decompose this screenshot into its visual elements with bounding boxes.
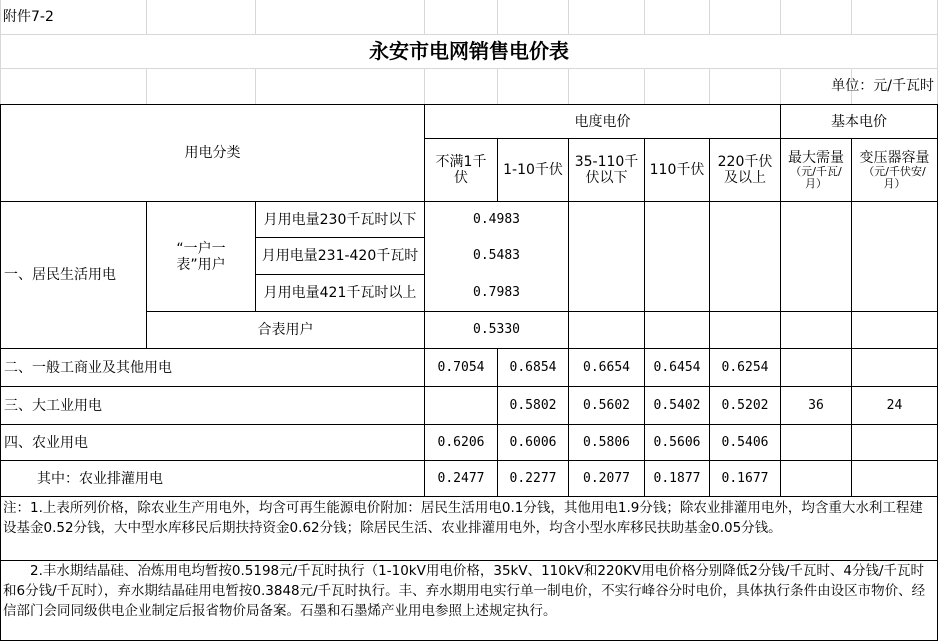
transformer-label: 变压器容量 [859, 150, 930, 166]
header-basic-price: 基本电价 [831, 113, 887, 130]
tier-price-3: 0.7983 [473, 285, 520, 300]
grid-line [146, 68, 147, 104]
grid-line [709, 0, 710, 34]
tier-label-3: 月用电量421千瓦时以上 [263, 285, 417, 301]
shared-meter-price: 0.5330 [473, 322, 520, 337]
grid-line [780, 0, 781, 34]
price-cell: 0.5406 [721, 434, 769, 450]
price-cell: 0.2277 [509, 470, 557, 486]
tier-price-1: 0.4983 [473, 211, 520, 227]
header-transformer [852, 139, 937, 201]
transformer-cell: 24 [886, 397, 903, 413]
grid-line [568, 68, 569, 104]
header-voltage-4: 110千伏 [649, 162, 705, 178]
transformer-unit: （元/千伏安/月） [863, 165, 926, 190]
price-cell: 0.6854 [509, 359, 557, 375]
grid-line [255, 68, 256, 104]
price-cell: 0.1677 [721, 470, 769, 486]
header-voltage-5: 220千伏及以上 [717, 154, 773, 186]
price-cell: 0.1877 [653, 470, 701, 486]
price-cell: 0.5202 [721, 397, 769, 413]
attachment-label: 附件7-2 [3, 9, 54, 25]
note-1: 注：1.上表所列价格，除农业生产用电外，均含可再生能源电价附加：居民生活用电0.1分钱，其他用电1.9分钱；除农业排灌用电外，均含重大水利工程建设基金0.52分钱，大中型水库移民后期扶持资金0.62分钱；除居民生活、农业排灌用电外，均含小型水库移民扶助基金0.05分钱。 [3, 500, 923, 536]
note-2: 2.丰水期结晶硅、冶炼用电均暂按0.5198元/千瓦时执行（1-10kV用电价格，35kV、110kV和220KV用电价格分别降低2分钱/千瓦时、4分钱/千瓦时和6分钱/千瓦时），弃水期结晶硅用电暂按0.3848元/千瓦时执行。丰、弃水期用电实行单一制电价，不实行峰谷分时电价，具体执行条件由设区市物价、经信部门会同同级供电企业制定后报省物价局备案。石墨和石墨烯产业用电参照上述规定执行。 [3, 563, 926, 619]
grid-line [851, 0, 852, 34]
price-cell: 0.6654 [583, 359, 630, 375]
household-label: “一户一表”用户 [176, 240, 226, 273]
grid-line [424, 68, 425, 104]
unit-label: 单位：元/千瓦时 [831, 78, 934, 94]
grid-line [497, 0, 498, 34]
grid-line [255, 0, 256, 34]
price-cell: 0.2477 [437, 470, 485, 486]
price-cell: 0.5402 [653, 397, 701, 413]
price-cell: 0.6454 [653, 359, 701, 375]
max-demand-cell: 36 [808, 397, 824, 413]
grid-line [146, 0, 147, 34]
price-cell [425, 387, 497, 424]
residential-label: 一、居民生活用电 [4, 267, 116, 283]
max-demand-unit: （元/千瓦/月） [790, 165, 842, 190]
tier-price-2: 0.5483 [473, 248, 520, 263]
price-cell: 0.5806 [583, 434, 630, 450]
row-label: 其中：农业排灌用电 [37, 470, 163, 487]
header-energy-price: 电度电价 [574, 113, 631, 130]
grid-line [644, 68, 645, 104]
price-cell: 0.6206 [437, 434, 485, 450]
header-voltage-1: 不满1千伏 [435, 154, 487, 186]
header-max-demand [781, 139, 851, 201]
row-label: 二、一般工商业及其他用电 [4, 359, 172, 376]
price-cell: 0.6006 [509, 434, 557, 450]
price-cell: 0.5606 [653, 434, 701, 450]
shared-meter-label: 合表用户 [257, 322, 314, 338]
page-title: 永安市电网销售电价表 [369, 39, 569, 63]
price-cell: 0.5602 [583, 397, 630, 413]
grid-line [568, 0, 569, 34]
price-cell: 0.7054 [437, 359, 485, 375]
price-cell: 0.5802 [509, 397, 557, 413]
grid-line [709, 68, 710, 104]
price-cell: 0.6254 [721, 359, 769, 375]
max-demand-label: 最大需量 [788, 150, 844, 166]
grid-line [644, 0, 645, 34]
tier-label-1: 月用电量230千瓦时以下 [263, 211, 417, 228]
header-voltage-2: 1-10千伏 [503, 162, 563, 178]
header-category: 用电分类 [184, 145, 241, 161]
price-cell: 0.2077 [583, 470, 630, 486]
row-label: 四、农业用电 [4, 434, 88, 451]
grid-line [424, 0, 425, 34]
row-label: 三、大工业用电 [4, 397, 102, 414]
header-voltage-3: 35-110千伏以下 [574, 154, 639, 186]
table-border [0, 496, 938, 497]
grid-line [497, 68, 498, 104]
tier-label-2: 月用电量231-420千瓦时 [261, 248, 419, 264]
